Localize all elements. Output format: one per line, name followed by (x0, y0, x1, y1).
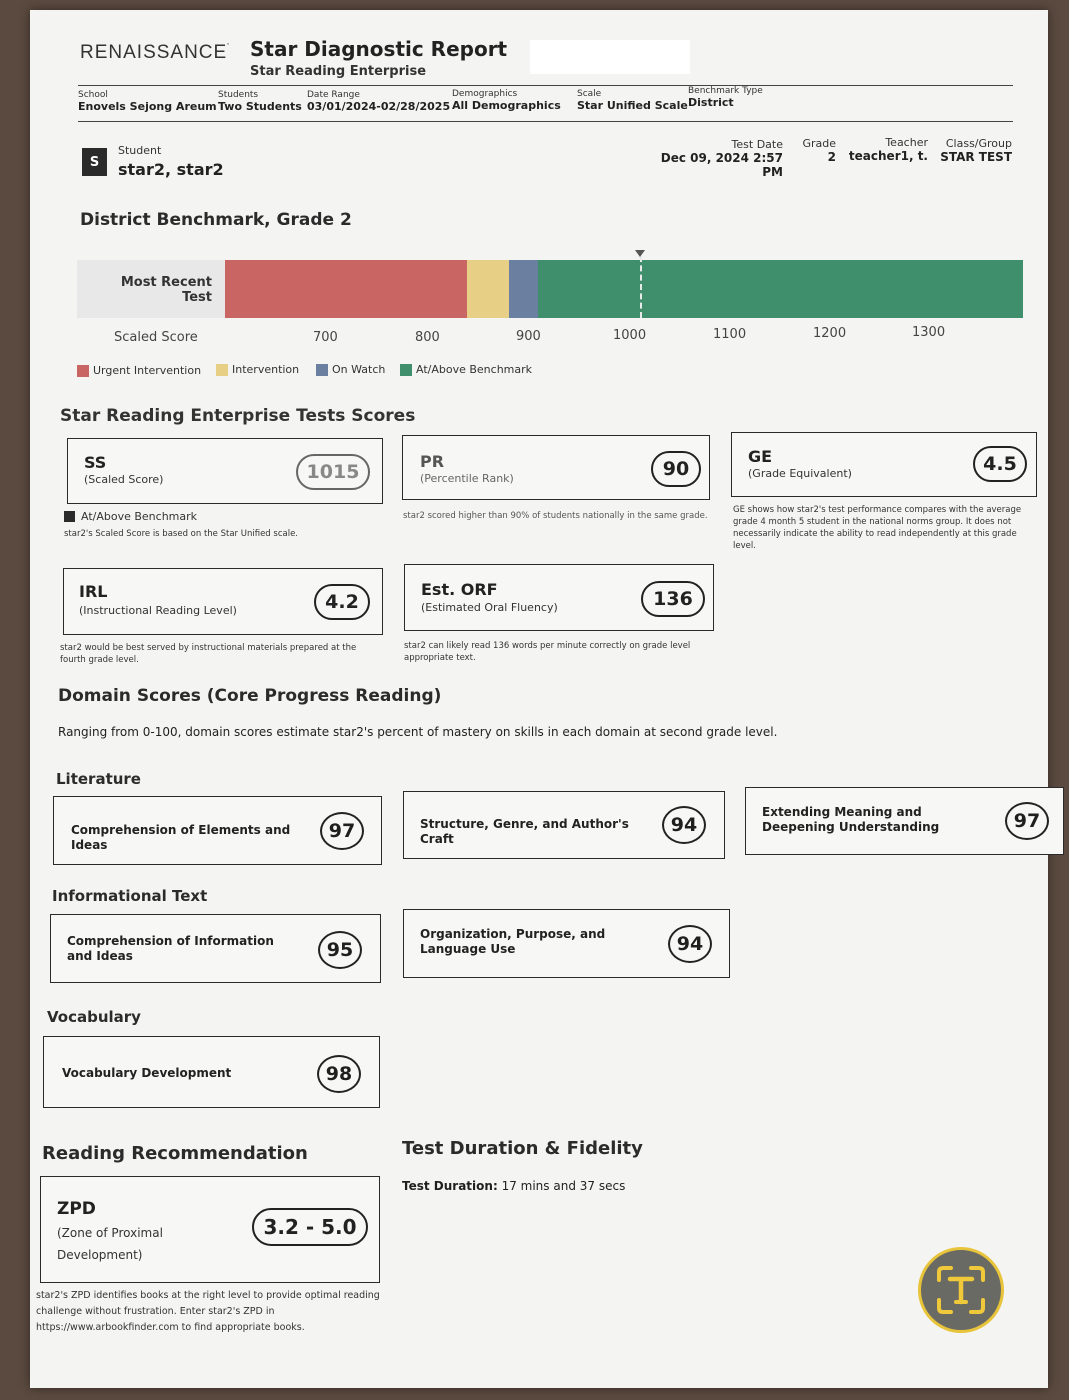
benchmark-row-label: Most Recent Test (120, 275, 212, 305)
legend-swatch (216, 364, 228, 376)
domain-score: 95 (318, 931, 362, 969)
report-subtitle: Star Reading Enterprise (250, 64, 427, 79)
irl-note: star2 would be best served by instructional materials prepared at the fourth grade level. (60, 643, 357, 665)
zpd-abbr: ZPD (57, 1199, 96, 1219)
meta-students: Students Two Students (218, 90, 302, 113)
text-scan-icon (933, 1262, 989, 1318)
redacted-area (530, 40, 690, 74)
axis-label: Scaled Score (114, 330, 198, 345)
pr-name: (Percentile Rank) (420, 472, 514, 485)
text-scan-button[interactable] (918, 1247, 1004, 1333)
reading-recommendation-title: Reading Recommendation (42, 1143, 308, 1164)
legend-urgent: Urgent Intervention (77, 364, 201, 377)
domain-label: Comprehension of Elements and Ideas (71, 823, 291, 852)
legend-swatch (316, 364, 328, 376)
ss-value: 1015 (296, 454, 370, 490)
orf-note: star2 can likely read 136 words per minute correctly on grade level appropriate text. (404, 641, 691, 663)
zpd-name: (Zone of Proximal Development) (57, 1226, 163, 1262)
domain-score: 94 (662, 806, 706, 844)
informational-heading: Informational Text (52, 887, 208, 905)
band-urgent-intervention (225, 260, 467, 318)
domain-label: Structure, Genre, and Author's Craft (420, 817, 629, 846)
band-on-watch (509, 260, 538, 318)
test-duration-title: Test Duration & Fidelity (402, 1138, 643, 1159)
domain-label: Organization, Purpose, and Language Use (420, 927, 606, 956)
tests-scores-title: Star Reading Enterprise Tests Scores (60, 406, 416, 426)
benchmark-square-icon (64, 511, 75, 522)
legend-on-watch: On Watch (316, 363, 385, 376)
report-title: Star Diagnostic Report (250, 37, 508, 61)
tick-1000: 1000 (613, 328, 647, 343)
domain-score: 98 (317, 1055, 361, 1093)
ge-value: 4.5 (973, 446, 1027, 482)
legend-swatch (77, 365, 89, 377)
zpd-note: star2's ZPD identifies books at the right level to provide optimal reading challenge without frustration. Enter star2's ZPD in https://www.arbookfinder.com to find appropriate books. (36, 1290, 380, 1333)
irl-name: (Instructional Reading Level) (79, 604, 237, 617)
header-rule (78, 85, 1013, 86)
vocabulary-heading: Vocabulary (47, 1008, 141, 1026)
ge-note: GE shows how star2's test performance compares with the average grade 4 month 5 student in the national norms group. It does not necessarily indicate the ability to read independently at this grade level. (733, 505, 1022, 551)
tick-700: 700 (313, 330, 338, 345)
band-at-above-benchmark (538, 260, 1023, 318)
domain-score: 97 (320, 812, 364, 850)
legend-at-above: At/Above Benchmark (400, 363, 532, 376)
student-name: star2, star2 (118, 160, 224, 179)
domain-label: Vocabulary Development (62, 1066, 232, 1080)
orf-abbr: Est. ORF (421, 580, 498, 599)
domain-score: 94 (668, 925, 712, 963)
orf-value: 136 (641, 581, 705, 617)
legend-intervention: Intervention (216, 363, 299, 376)
renaissance-logo: RENAISSANCE' (80, 42, 230, 63)
literature-heading: Literature (56, 770, 141, 788)
test-grade: Grade 2 (802, 137, 836, 164)
meta-rule (78, 121, 1013, 122)
tick-800: 800 (415, 330, 440, 345)
meta-school: School Enovels Sejong Areum (78, 90, 217, 113)
meta-benchmark-type: Benchmark Type District (688, 86, 763, 109)
student-badge: S (82, 148, 107, 176)
test-class-group: Class/Group STAR TEST (940, 137, 1012, 164)
test-duration: Test Duration: 17 mins and 37 secs (402, 1179, 626, 1193)
ss-abbr: SS (84, 453, 107, 472)
ss-legend: At/Above Benchmark (64, 510, 197, 523)
ss-name: (Scaled Score) (84, 473, 164, 486)
test-teacher: Teacher teacher1, t. (848, 136, 928, 163)
meta-date-range: Date Range 03/01/2024-02/28/2025 (307, 90, 451, 113)
ge-abbr: GE (748, 447, 773, 466)
pr-note: star2 scored higher than 90% of students nationally in the same grade. (403, 511, 708, 521)
tick-1300: 1300 (912, 325, 946, 340)
domain-description: Ranging from 0-100, domain scores estimate star2's percent of mastery on skills in each domain at second grade level. (58, 725, 778, 739)
ge-name: (Grade Equivalent) (748, 467, 852, 480)
tick-1200: 1200 (813, 326, 847, 341)
pr-abbr: PR (420, 452, 445, 471)
domain-title: Domain Scores (Core Progress Reading) (58, 686, 442, 706)
meta-demographics: Demographics All Demographics (452, 89, 561, 112)
band-intervention (467, 260, 509, 318)
irl-value: 4.2 (314, 584, 370, 620)
legend-swatch (400, 364, 412, 376)
test-date: Test Date Dec 09, 2024 2:57 PM (660, 138, 783, 179)
tick-900: 900 (516, 329, 541, 344)
orf-name: (Estimated Oral Fluency) (421, 601, 558, 614)
pr-value: 90 (651, 451, 701, 487)
meta-scale: Scale Star Unified Scale (577, 89, 688, 112)
irl-abbr: IRL (79, 582, 108, 601)
score-marker-line (640, 256, 642, 318)
tick-1100: 1100 (713, 327, 747, 342)
report-page (30, 10, 1048, 1388)
score-marker-icon (635, 250, 645, 257)
ss-note: star2's Scaled Score is based on the Star Unified scale. (64, 529, 298, 539)
domain-label: Extending Meaning and Deepening Understanding (762, 805, 940, 834)
domain-score: 97 (1005, 802, 1049, 840)
zpd-value: 3.2 - 5.0 (252, 1208, 368, 1246)
benchmark-title: District Benchmark, Grade 2 (80, 210, 352, 230)
student-label: Student (118, 144, 162, 157)
domain-label: Comprehension of Information and Ideas (67, 934, 274, 963)
